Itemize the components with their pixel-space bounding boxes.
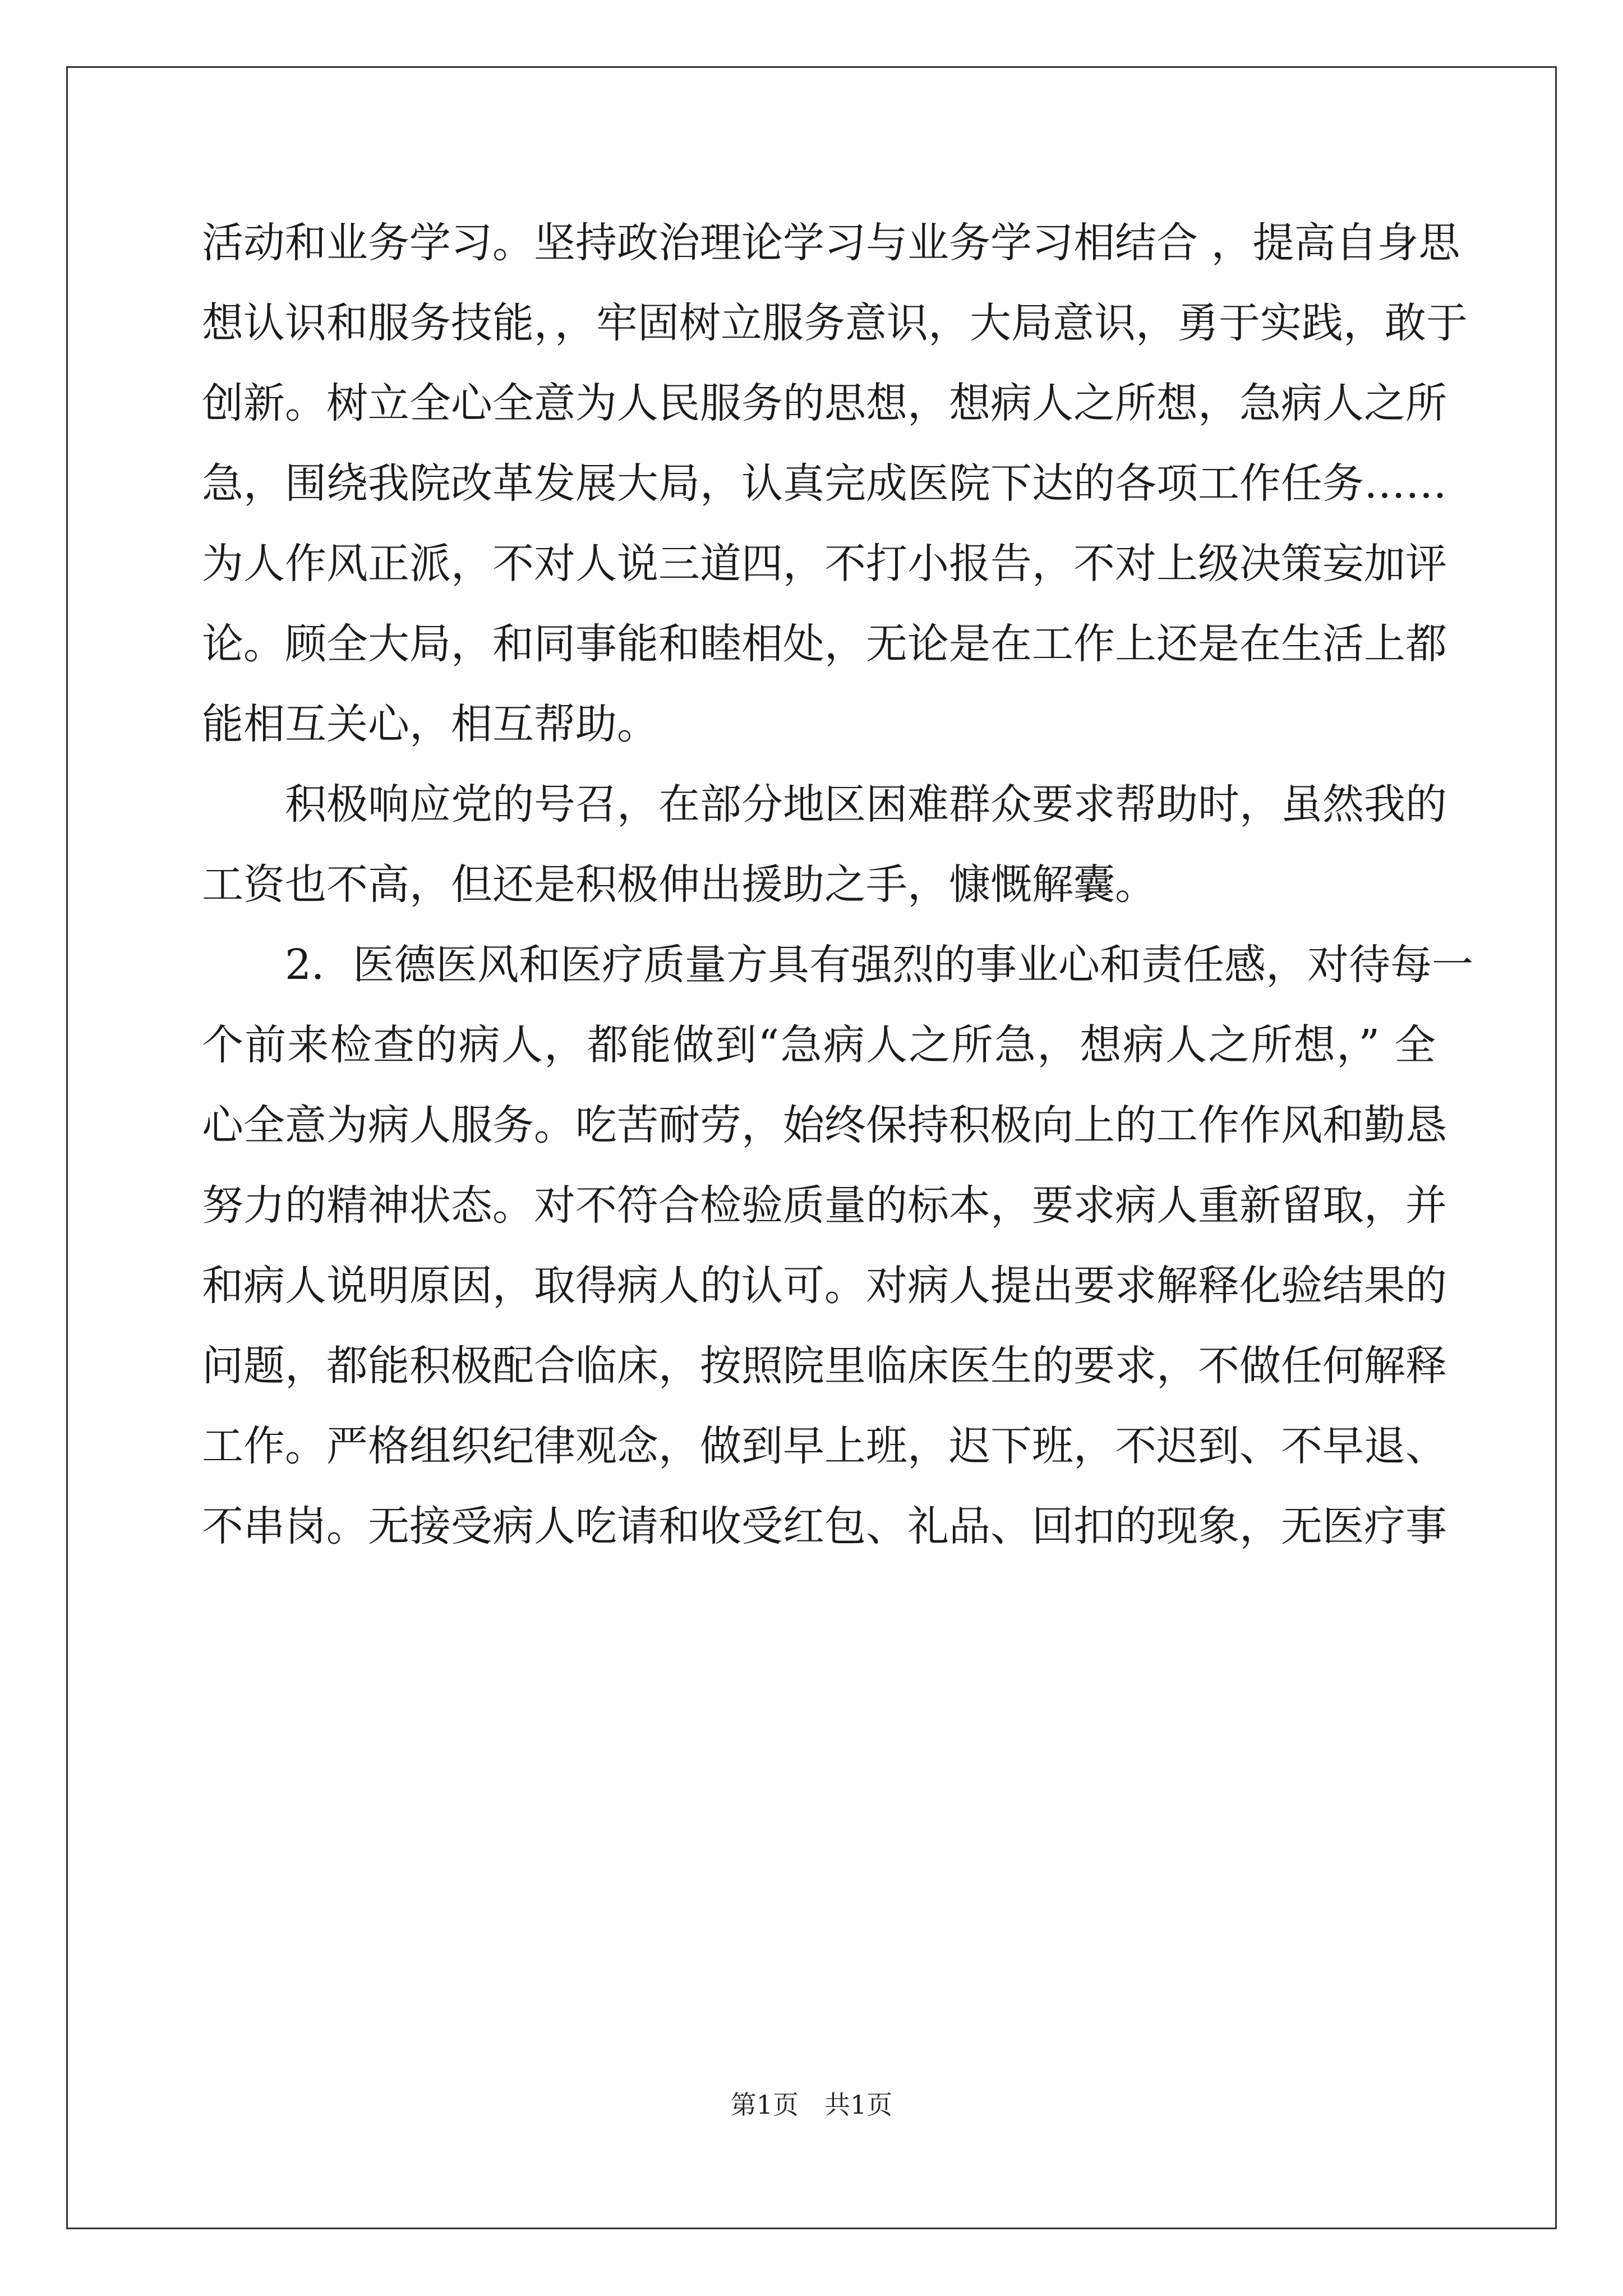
text-line: 问题，都能积极配合临床，按照院里临床医生的要求，不做任何解释 xyxy=(202,1342,1447,1390)
text-line: 为人作风正派，不对人说三道四，不打小报告，不对上级决策妄加评 xyxy=(202,540,1447,588)
text-line: 能相互关心，相互帮助。 xyxy=(202,700,658,748)
text-line: 工资也不高，但还是积极伸出援助之手，慷慨解囊。 xyxy=(202,861,1156,909)
text-line: 想认识和服务技能，，牢固树立服务意识，大局意识，勇于实践，敢于 xyxy=(202,299,1468,347)
text-line: 和病人说明原因，取得病人的认可。对病人提出要求解释化验结果的 xyxy=(202,1262,1447,1310)
text-line: 心全意为病人服务。吃苦耐劳，始终保持积极向上的工作作风和勤恳 xyxy=(202,1101,1447,1149)
text-line: 急，围绕我院改革发展大局，认真完成医院下达的各项工作任务…… xyxy=(202,459,1447,508)
text-line: 积极响应党的号召，在部分地区困难群众要求帮助时，虽然我的 xyxy=(285,780,1447,829)
text-line: 论。顾全大局，和同事能和睦相处，无论是在工作上还是在生活上都 xyxy=(202,620,1447,668)
page-number-current: 第1页 xyxy=(730,2090,799,2120)
page-footer xyxy=(0,2088,1623,2122)
page-number-total: 共1页 xyxy=(824,2090,893,2120)
text-line: 个前来检查的病人，都能做到“急病人之所急，想病人之所想，” 全 xyxy=(202,1021,1436,1069)
text-line: 工作。严格组织纪律观念，做到早上班，迟下班，不迟到、不早退、 xyxy=(202,1422,1447,1470)
text-line: 不串岗。无接受病人吃请和收受红包、礼品、回扣的现象，无医疗事 xyxy=(202,1502,1447,1550)
text-line: 创新。树立全心全意为人民服务的思想，想病人之所想，急病人之所 xyxy=(202,379,1447,427)
text-line: 活动和业务学习。坚持政治理论学习与业务学习相结合 ，提高自身思 xyxy=(202,219,1460,267)
text-line: 努力的精神状态。对不符合检验质量的标本，要求病人重新留取，并 xyxy=(202,1181,1447,1230)
text-line: 2．医德医风和医疗质量方具有强烈的事业心和责任感，对待每一 xyxy=(285,941,1474,989)
